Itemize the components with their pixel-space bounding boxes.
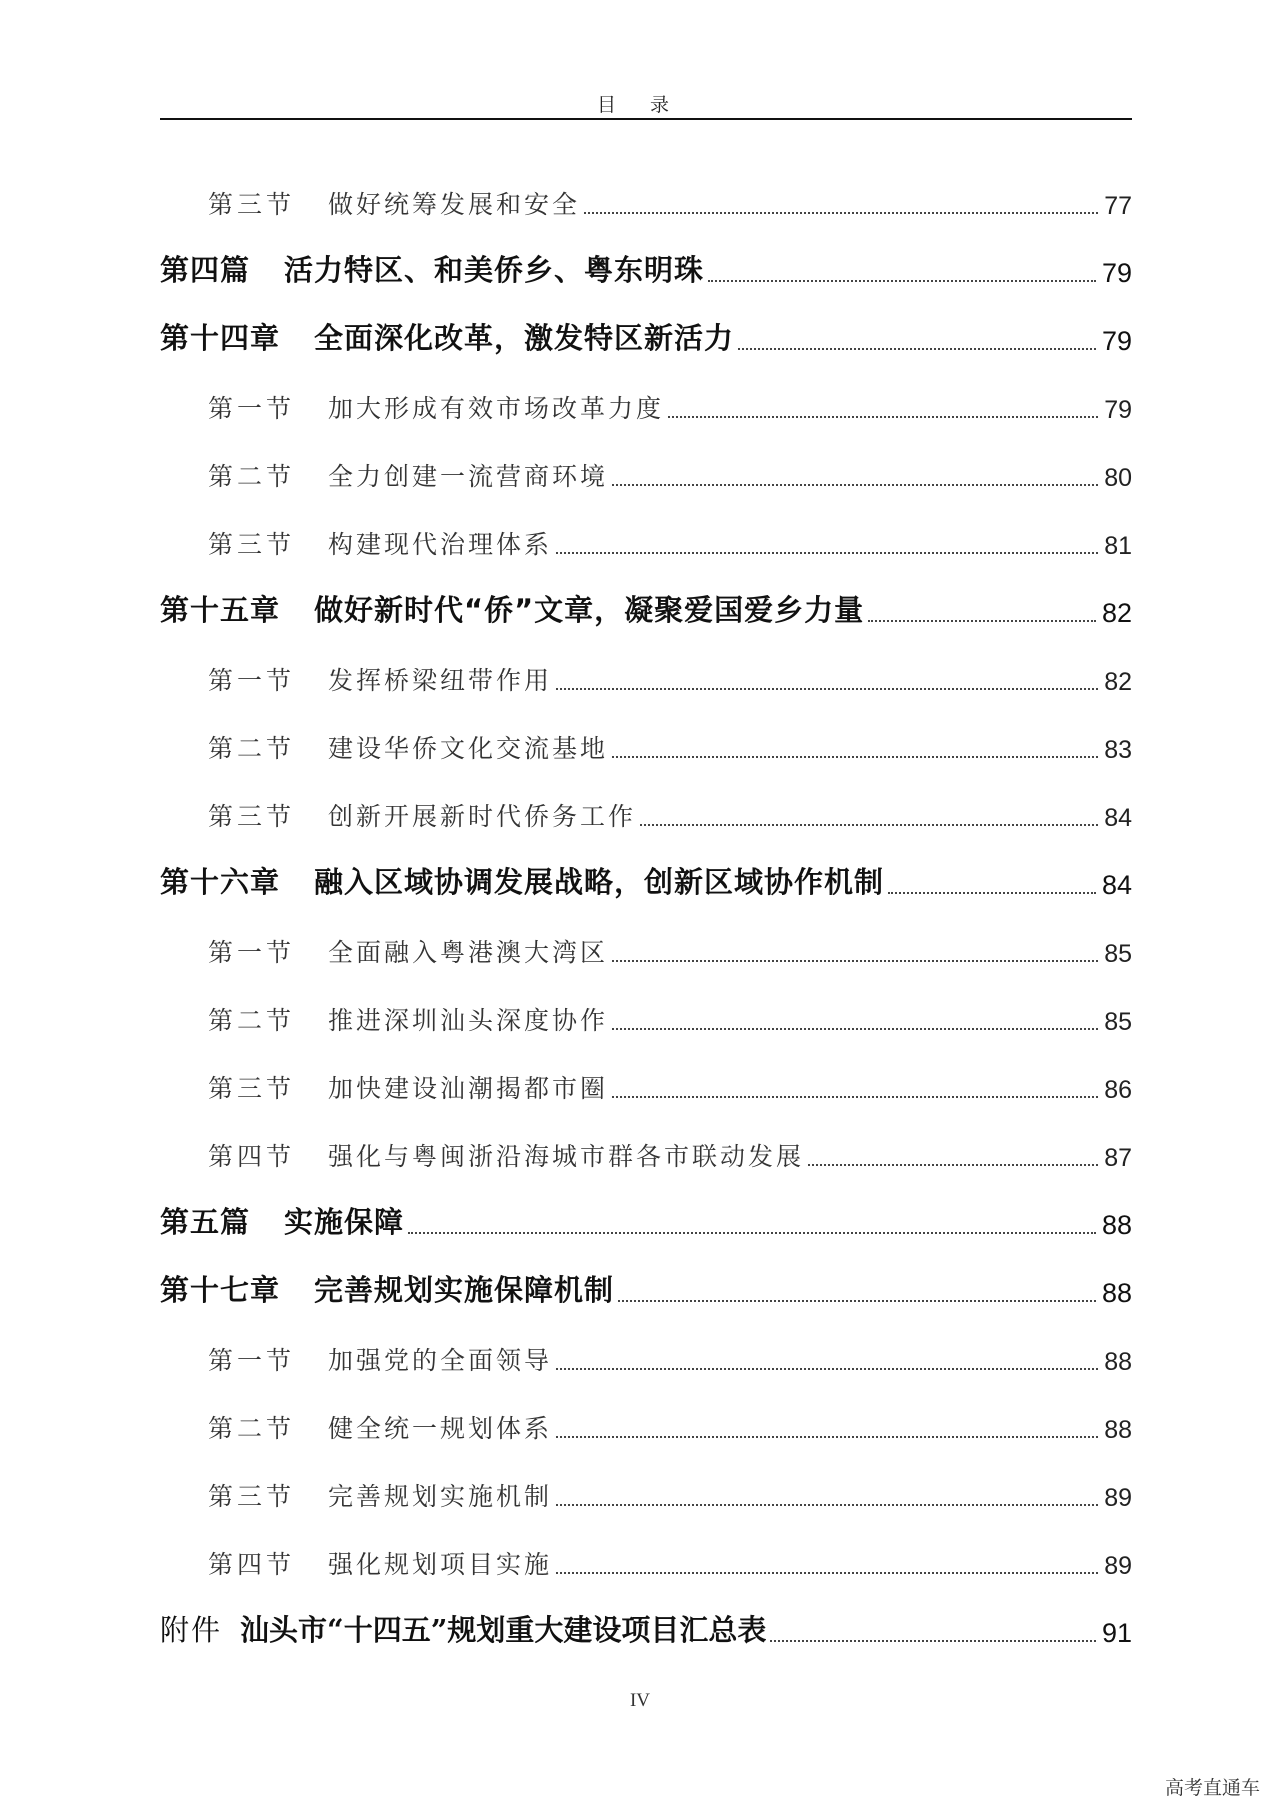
toc-entry[interactable]: [160, 1251, 1132, 1319]
toc-entry[interactable]: [160, 1455, 1132, 1523]
toc-entry-title: 融入区域协调发展战略，创新区域协作机制: [314, 865, 885, 899]
toc-entry[interactable]: [160, 707, 1132, 775]
running-header: 目 录: [596, 94, 684, 116]
toc-entry[interactable]: [160, 1387, 1132, 1455]
toc-entry[interactable]: [160, 979, 1132, 1047]
toc-entry-title: 加大形成有效市场改革力度: [328, 394, 665, 423]
toc-entry-page: 86: [1104, 1076, 1132, 1104]
toc-entry-title: 健全统一规划体系: [328, 1414, 553, 1443]
dot-leader: [888, 892, 1096, 894]
toc-entry[interactable]: [160, 435, 1132, 503]
toc-entry[interactable]: [160, 1591, 1132, 1659]
toc-entry-page: 85: [1104, 1008, 1132, 1036]
toc-entry-page: 83: [1104, 736, 1132, 764]
toc-entry-title: 完善规划实施保障机制: [314, 1273, 615, 1307]
dot-leader: [556, 1572, 1098, 1574]
dot-leader: [612, 484, 1098, 486]
toc-entry-title: 构建现代治理体系: [328, 530, 553, 559]
toc-entry[interactable]: [160, 571, 1132, 639]
toc-entry-page: 82: [1104, 668, 1132, 696]
dot-leader: [556, 552, 1098, 554]
toc-entry-title: 全面融入粤港澳大湾区: [328, 938, 609, 967]
toc-entry-number: 第十六章: [160, 865, 281, 899]
toc-entry-title: 推进深圳汕头深度协作: [328, 1006, 609, 1035]
toc-entry-page: 89: [1104, 1552, 1132, 1580]
toc-entry[interactable]: [160, 1319, 1132, 1387]
toc-entry-number: 第一节: [208, 666, 296, 695]
toc-entry[interactable]: [160, 843, 1132, 911]
toc-entry-page: 84: [1104, 804, 1132, 832]
toc-entry[interactable]: [160, 1523, 1132, 1591]
toc-entry[interactable]: [160, 367, 1132, 435]
dot-leader: [612, 960, 1098, 962]
dot-leader: [668, 416, 1098, 418]
toc-entry-number: 第二节: [208, 1414, 296, 1443]
toc-entry[interactable]: [160, 231, 1132, 299]
toc-entry-number: 第一节: [208, 1346, 296, 1375]
toc-entry-title: 完善规划实施机制: [328, 1482, 553, 1511]
dot-leader: [612, 1028, 1098, 1030]
dot-leader: [408, 1232, 1096, 1234]
toc-entry-number: 附件: [160, 1613, 223, 1647]
toc-entry-number: 第五篇: [160, 1205, 251, 1239]
toc-entry-page: 88: [1104, 1416, 1132, 1444]
watermark: 高考直通车: [1164, 1777, 1260, 1799]
toc-entry-title: 加强党的全面领导: [328, 1346, 553, 1375]
toc-entry[interactable]: [160, 639, 1132, 707]
toc-entry-title: 做好新时代“侨”文章，凝聚爱国爱乡力量: [314, 593, 865, 627]
toc-entry-title: 发挥桥梁纽带作用: [328, 666, 553, 695]
dot-leader: [584, 212, 1098, 214]
toc-entry-title: 实施保障: [284, 1205, 405, 1239]
toc-entry[interactable]: [160, 163, 1132, 231]
toc-entry-number: 第二节: [208, 734, 296, 763]
toc-entry-page: 87: [1104, 1144, 1132, 1172]
toc-entry-number: 第三节: [208, 1074, 296, 1103]
toc-entry-page: 79: [1104, 396, 1132, 424]
dot-leader: [868, 620, 1096, 622]
toc-entry-title: 活力特区、和美侨乡、粤东明珠: [284, 253, 705, 287]
toc-entry-page: 84: [1101, 870, 1132, 900]
table-of-contents: [160, 163, 1132, 1659]
toc-entry[interactable]: [160, 1047, 1132, 1115]
toc-entry[interactable]: [160, 299, 1132, 367]
toc-entry-page: 79: [1101, 258, 1132, 288]
toc-entry-number: 第四篇: [160, 253, 251, 287]
toc-entry-number: 第十七章: [160, 1273, 281, 1307]
dot-leader: [808, 1164, 1098, 1166]
toc-entry-page: 89: [1104, 1484, 1132, 1512]
toc-entry-title: 全面深化改革，激发特区新活力: [314, 321, 735, 355]
dot-leader: [612, 1096, 1098, 1098]
header-divider: [160, 118, 1132, 120]
toc-entry[interactable]: [160, 1183, 1132, 1251]
toc-entry-number: 第三节: [208, 1482, 296, 1511]
toc-entry-title: 创新开展新时代侨务工作: [328, 802, 637, 831]
toc-entry-number: 第三节: [208, 190, 296, 219]
toc-entry-page: 85: [1104, 940, 1132, 968]
dot-leader: [556, 1504, 1098, 1506]
toc-entry-number: 第四节: [208, 1142, 296, 1171]
dot-leader: [738, 348, 1096, 350]
toc-entry[interactable]: [160, 911, 1132, 979]
toc-entry-title: 全力创建一流营商环境: [328, 462, 609, 491]
page-number: IV: [629, 1690, 651, 1711]
toc-entry-page: 80: [1104, 464, 1132, 492]
dot-leader: [556, 1368, 1098, 1370]
dot-leader: [556, 1436, 1098, 1438]
toc-entry[interactable]: [160, 775, 1132, 843]
dot-leader: [556, 688, 1098, 690]
dot-leader: [618, 1300, 1096, 1302]
toc-entry-page: 77: [1104, 192, 1132, 220]
toc-entry[interactable]: [160, 503, 1132, 571]
toc-entry-title: 强化与粤闽浙沿海城市群各市联动发展: [328, 1142, 805, 1171]
toc-entry-page: 91: [1101, 1618, 1132, 1648]
toc-entry[interactable]: [160, 1115, 1132, 1183]
dot-leader: [708, 280, 1096, 282]
toc-entry-number: 第十五章: [160, 593, 281, 627]
toc-entry-title: 建设华侨文化交流基地: [328, 734, 609, 763]
dot-leader: [770, 1640, 1096, 1642]
toc-entry-page: 81: [1104, 532, 1132, 560]
toc-entry-page: 88: [1104, 1348, 1132, 1376]
toc-entry-number: 第一节: [208, 394, 296, 423]
dot-leader: [612, 756, 1098, 758]
toc-entry-title: 做好统筹发展和安全: [328, 190, 581, 219]
toc-entry-page: 82: [1101, 598, 1132, 628]
toc-entry-title: 加快建设汕潮揭都市圈: [328, 1074, 609, 1103]
toc-entry-title: 汕头市“十四五”规划重大建设项目汇总表: [240, 1613, 767, 1647]
toc-entry-number: 第三节: [208, 530, 296, 559]
toc-entry-page: 88: [1101, 1210, 1132, 1240]
toc-entry-number: 第二节: [208, 462, 296, 491]
toc-entry-number: 第十四章: [160, 321, 281, 355]
toc-entry-page: 79: [1101, 326, 1132, 356]
toc-entry-number: 第二节: [208, 1006, 296, 1035]
toc-entry-number: 第四节: [208, 1550, 296, 1579]
toc-entry-number: 第一节: [208, 938, 296, 967]
toc-entry-title: 强化规划项目实施: [328, 1550, 553, 1579]
dot-leader: [640, 824, 1098, 826]
toc-entry-number: 第三节: [208, 802, 296, 831]
toc-entry-page: 88: [1101, 1278, 1132, 1308]
